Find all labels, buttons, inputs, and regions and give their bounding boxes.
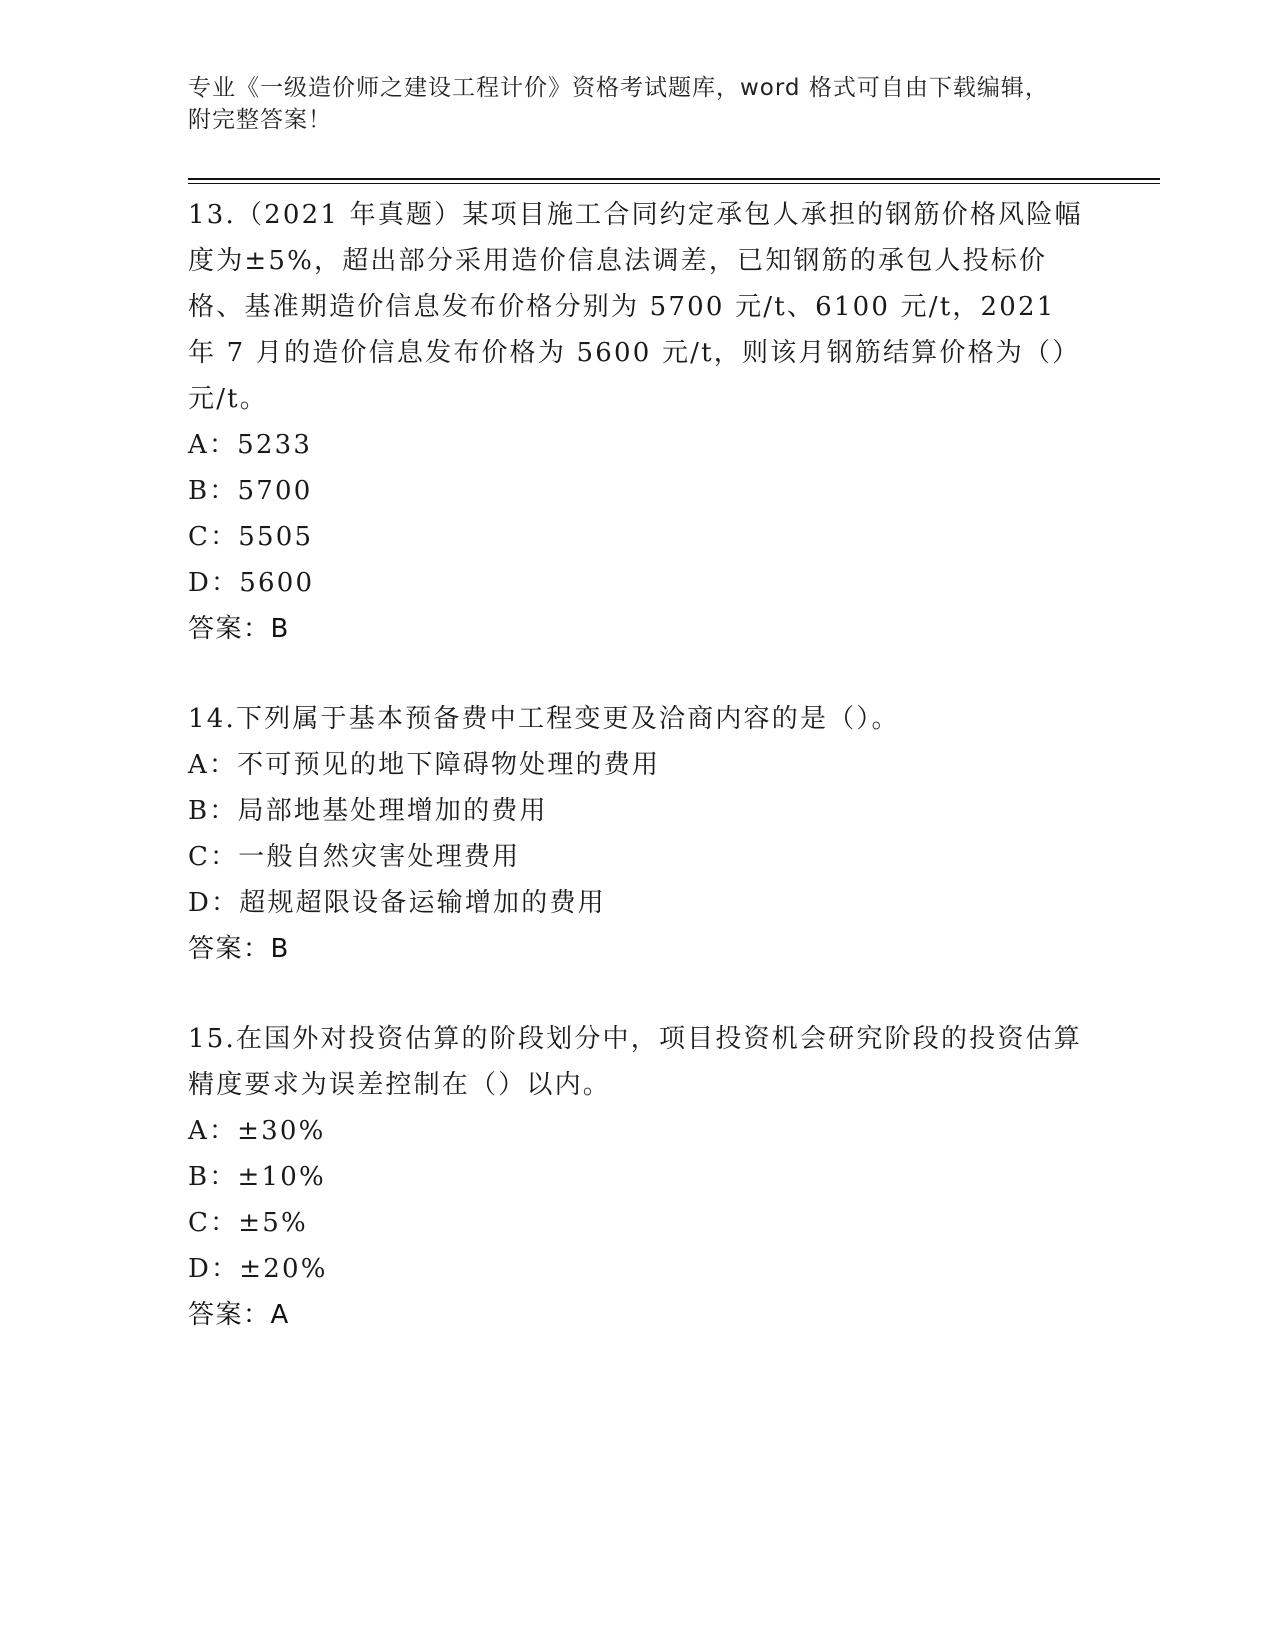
option-c: C：一般自然灾害处理费用 — [188, 842, 521, 872]
option-b: B：5700 — [188, 476, 313, 506]
question-15 — [188, 1016, 1088, 1338]
option-a: A：±30% — [188, 1116, 326, 1146]
header-line-2: 附完整答案！ — [188, 107, 332, 133]
question-text: 14.下列属于基本预备费中工程变更及洽商内容的是（）。 — [188, 704, 900, 734]
option-a: A：不可预见的地下障碍物处理的费用 — [188, 750, 661, 780]
option-b: B：局部地基处理增加的费用 — [188, 796, 548, 826]
answer-label: 答案：B — [188, 614, 290, 644]
question-13 — [188, 192, 1088, 652]
header-divider-thick — [188, 178, 1160, 180]
document-header — [188, 72, 1088, 136]
header-divider-thin — [188, 183, 1160, 184]
answer-label: 答案：A — [188, 1300, 290, 1330]
option-a: A：5233 — [188, 430, 313, 460]
option-d: D：超规超限设备运输增加的费用 — [188, 888, 606, 918]
question-list — [188, 192, 1088, 1382]
option-d: D：±20% — [188, 1254, 328, 1284]
question-text: 13.（2021 年真题）某项目施工合同约定承包人承担的钢筋价格风险幅度为±5%，超出部分采用造价信息法调差，已知钢筋的承包人投标价格、基准期造价信息发布价格分别为 5700 元/t、6100 元/t，2021 年 7 月的造价信息发布价格为 5600 元/t，则该月钢筋结算价格为（）元/t。 — [188, 200, 1083, 414]
question-text: 15.在国外对投资估算的阶段划分中，项目投资机会研究阶段的投资估算精度要求为误差控制在（）以内。 — [188, 1024, 1082, 1100]
question-14 — [188, 696, 1088, 972]
option-d: D：5600 — [188, 568, 315, 598]
answer-label: 答案：B — [188, 934, 290, 964]
option-c: C：±5% — [188, 1208, 308, 1238]
header-line-1: 专业《一级造价师之建设工程计价》资格考试题库，word 格式可自由下载编辑， — [188, 75, 1049, 101]
option-b: B：±10% — [188, 1162, 326, 1192]
option-c: C：5505 — [188, 522, 314, 552]
